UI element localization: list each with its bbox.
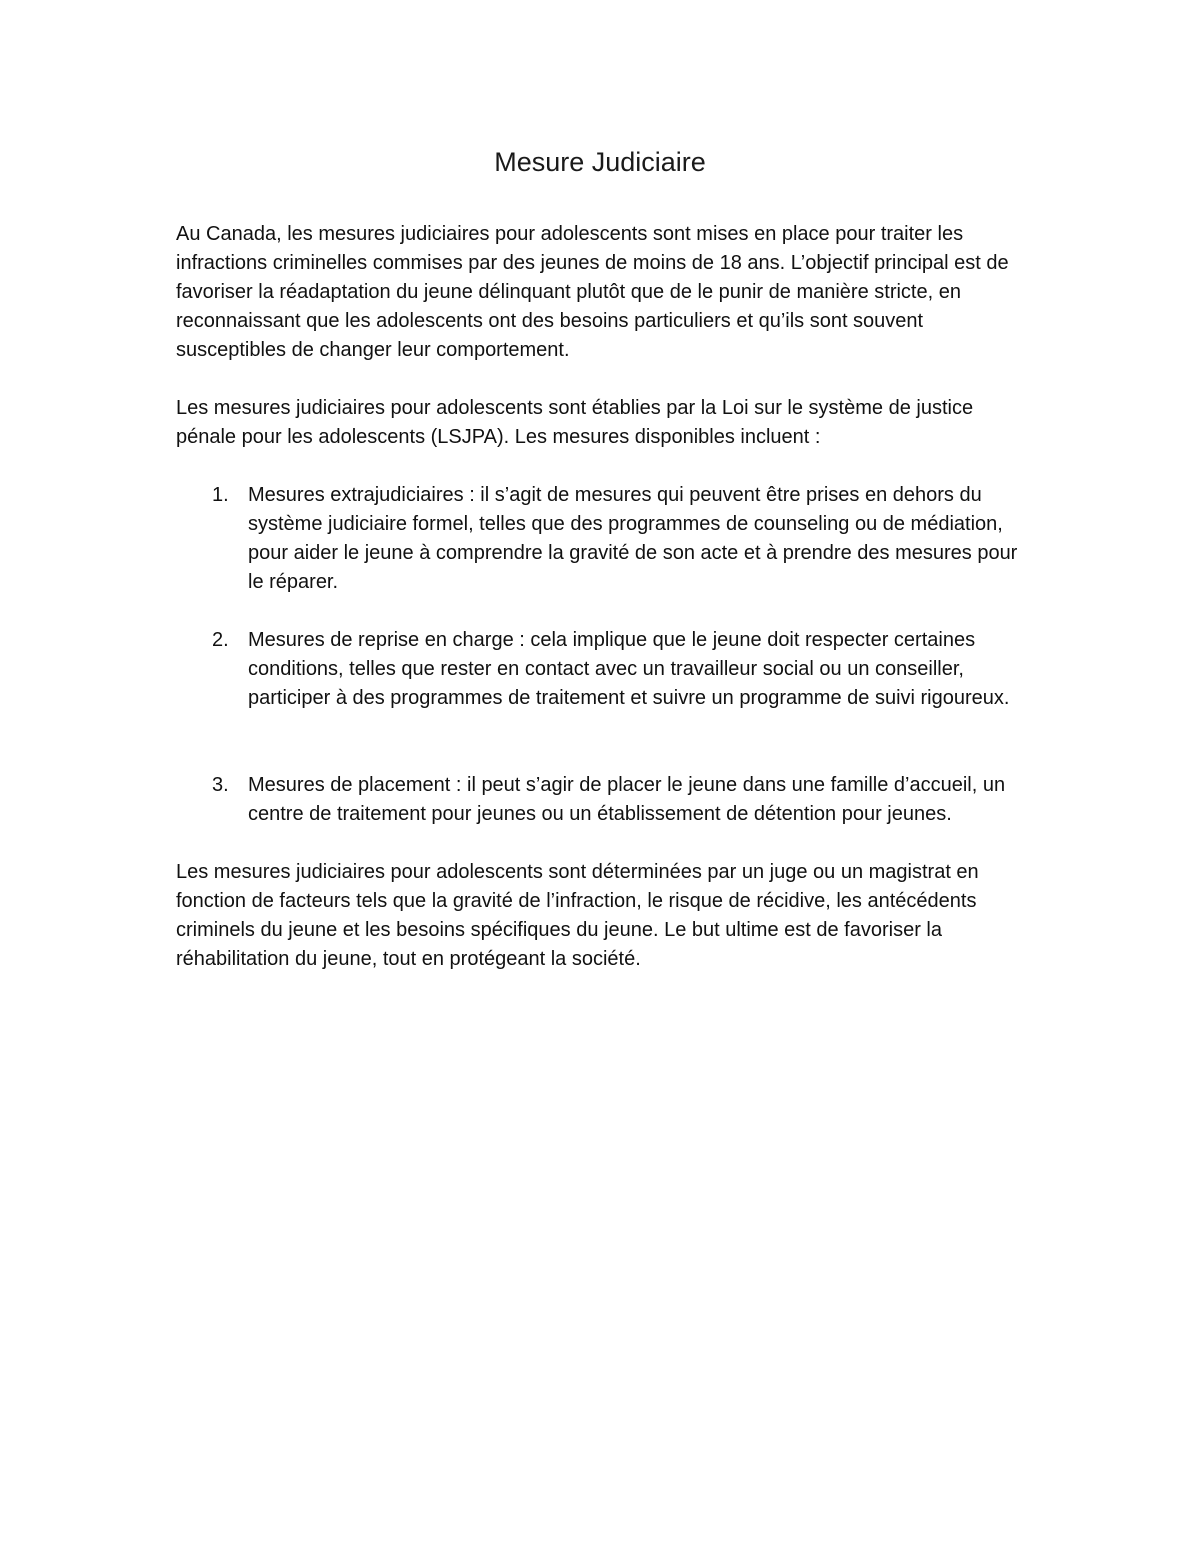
list-item bbox=[176, 481, 1036, 597]
law-paragraph: Les mesures judiciaires pour adolescents sont établies par la Loi sur le système de justice pénale pour les adolescents (LSJPA). Les mesures disponibles incluent : bbox=[176, 397, 974, 448]
list-item-number: 1. bbox=[212, 484, 229, 506]
closing-paragraph: Les mesures judiciaires pour adolescents sont déterminées par un juge ou un magistrat en fonction de facteurs tels que la gravité de l’infraction, le risque de récidive, les antécédents criminels du jeune et les besoins spécifiques du jeune. Le but ultime est de favoriser la réhabilitation du jeune, tout en protégeant la société. bbox=[176, 861, 979, 970]
document-body bbox=[176, 220, 1036, 974]
list-item bbox=[176, 771, 1036, 829]
list-item-number: 2. bbox=[212, 629, 229, 651]
list-item-text: Mesures extrajudiciaires : il s’agit de mesures qui peuvent être prises en dehors du système judiciaire formel, telles que des programmes de counseling ou de médiation, pour aider le jeune à comprendre la gravité de son acte et à prendre des mesures pour le réparer. bbox=[248, 484, 1018, 593]
list-item-number: 3. bbox=[212, 774, 229, 796]
list-item-text: Mesures de reprise en charge : cela implique que le jeune doit respecter certaines conditions, telles que rester en contact avec un travailleur social ou un conseiller, participer à des programmes de traitement et suivre un programme de suivi rigoureux. bbox=[248, 629, 1010, 709]
list-item-text: Mesures de placement : il peut s’agir de placer le jeune dans une famille d’accueil, un centre de traitement pour jeunes ou un établissement de détention pour jeunes. bbox=[248, 774, 1006, 825]
document-title: Mesure Judiciaire bbox=[494, 147, 706, 177]
intro-paragraph: Au Canada, les mesures judiciaires pour adolescents sont mises en place pour traiter les infractions criminelles commises par des jeunes de moins de 18 ans. L’objectif principal est de favoriser la réadaptation du jeune délinquant plutôt que de le punir de manière stricte, en reconnaissant que les adolescents ont des besoins particuliers et qu’ils sont souvent susceptibles de changer leur comportement. bbox=[176, 223, 1009, 361]
measures-list bbox=[176, 481, 1036, 829]
list-item bbox=[176, 626, 1036, 713]
